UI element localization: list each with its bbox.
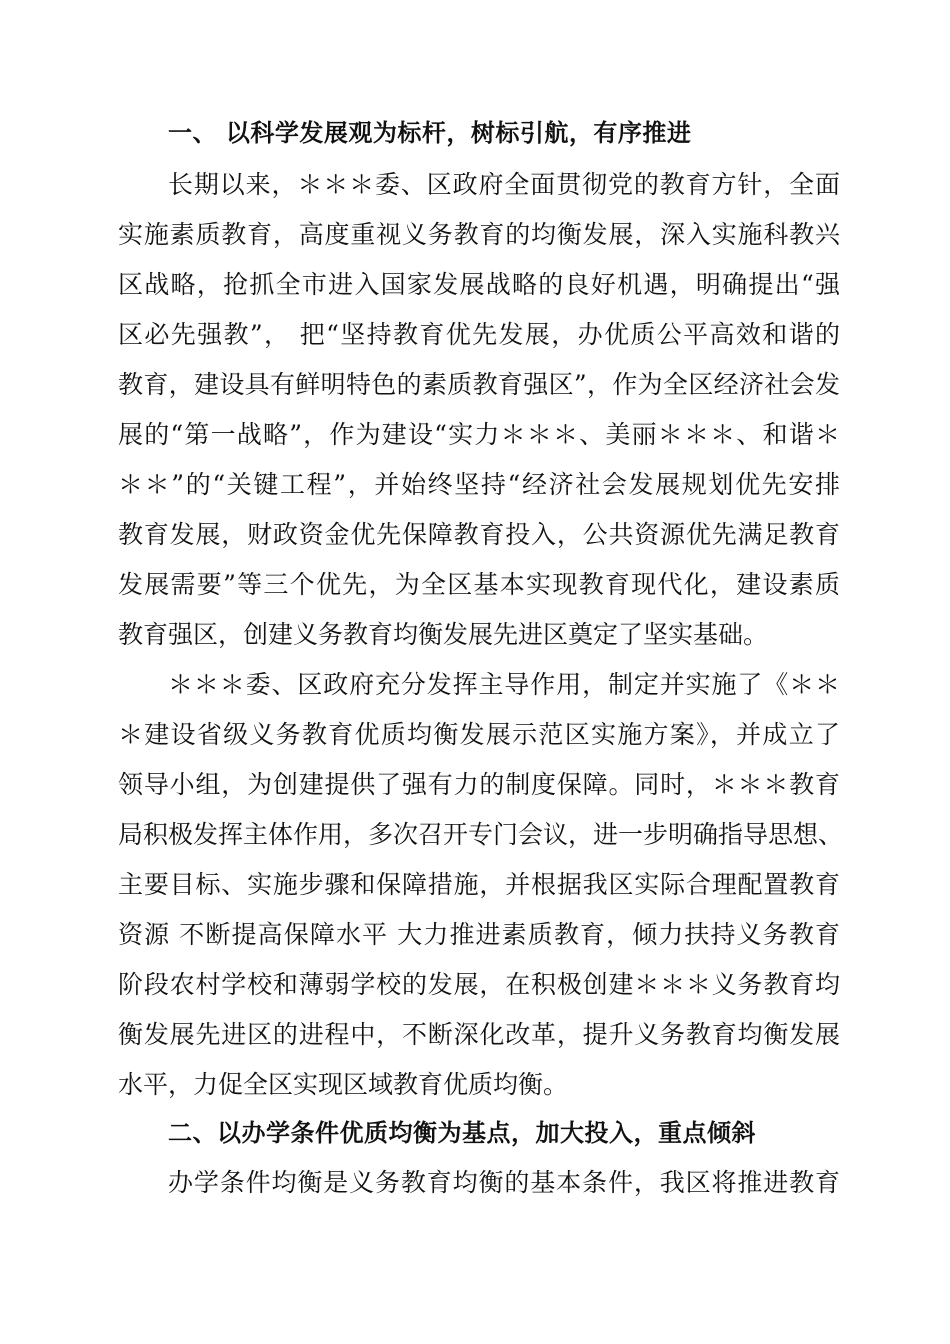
paragraph-line: 长期以来，＊＊＊委、区政府全面贯彻党的教育方针，全面 — [168, 170, 840, 199]
paragraph-line: 局积极发挥主体作用，多次召开专门会议，进一步明确指导思想、 — [118, 820, 844, 849]
paragraph-line: 办学条件均衡是义务教育均衡的基本条件，我区将推进教育 — [168, 1168, 840, 1197]
paragraph-line: 水平，力促全区实现区域教育优质均衡。 — [118, 1070, 569, 1099]
paragraph-line: 教育强区，创建义务教育均衡发展先进区奠定了坚实基础。 — [118, 620, 769, 649]
paragraph-line: 展的“第一战略”，作为建设“实力＊＊＊、美丽＊＊＊、和谐＊ — [118, 420, 840, 449]
section-2-heading: 二、以办学条件优质均衡为基点，加大投入，重点倾斜 — [168, 1119, 756, 1147]
paragraph-line: 发展需要”等三个优先，为全区基本实现教育现代化，建设素质 — [118, 570, 840, 599]
paragraph-line: 教育，建设具有鲜明特色的素质教育强区”，作为全区经济社会发 — [118, 370, 840, 399]
paragraph-line: 资源 不断提高保障水平 大力推进素质教育，倾力扶持义务教育 — [118, 920, 840, 949]
paragraph-line: 阶段农村学校和薄弱学校的发展，在积极创建＊＊＊义务教育均 — [118, 970, 840, 999]
paragraph-line: 区战略，抢抓全市进入国家发展战略的良好机遇，明确提出“强 — [118, 270, 840, 299]
paragraph-line: 衡发展先进区的进程中，不断深化改革，提升义务教育均衡发展 — [118, 1020, 840, 1049]
paragraph-line: 领导小组，为创建提供了强有力的制度保障。同时，＊＊＊教育 — [118, 770, 840, 799]
paragraph-line: 主要目标、实施步骤和保障措施，并根据我区实际合理配置教育 — [118, 870, 840, 899]
paragraph-line: 教育发展，财政资金优先保障教育投入，公共资源优先满足教育 — [118, 520, 840, 549]
paragraph-line: 实施素质教育，高度重视义务教育的均衡发展，深入实施科教兴 — [118, 220, 840, 249]
paragraph-line: ＊＊＊委、区政府充分发挥主导作用，制定并实施了《＊＊ — [168, 670, 840, 699]
paragraph-line: ＊建设省级义务教育优质均衡发展示范区实施方案》，并成立了 — [118, 720, 840, 749]
paragraph-line: ＊＊”的“关键工程”，并始终坚持“经济社会发展规划优先安排 — [118, 470, 840, 499]
paragraph-line: 区必先强教”， 把“坚持教育优先发展，办优质公平高效和谐的 — [118, 320, 840, 349]
section-1-heading: 一、 以科学发展观为标杆，树标引航，有序推进 — [168, 119, 692, 147]
